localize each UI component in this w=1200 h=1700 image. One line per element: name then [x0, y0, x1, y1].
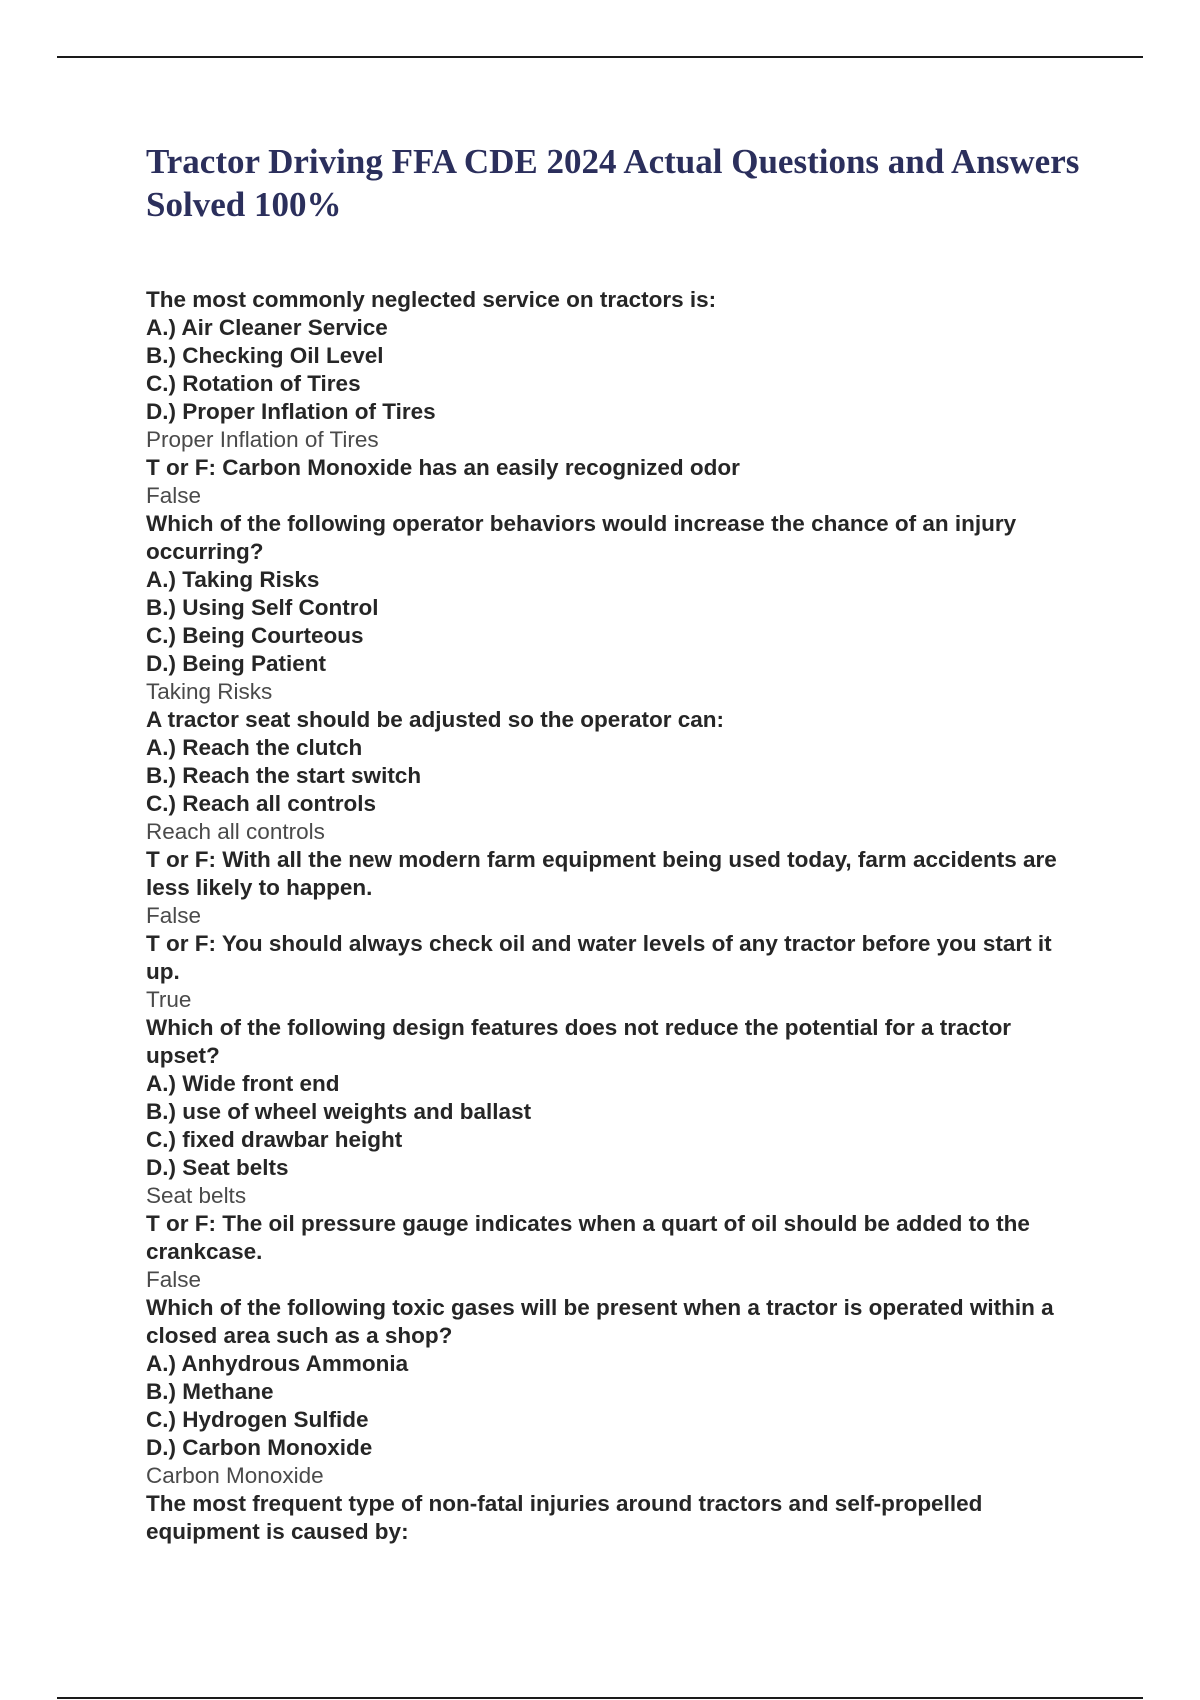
correct-answer: Proper Inflation of Tires [146, 427, 379, 452]
answer-option: C.) Hydrogen Sulfide [146, 1407, 369, 1432]
question-text: The most commonly neglected service on tractors is: [146, 287, 717, 312]
correct-answer: Reach all controls [146, 819, 325, 844]
question-block [146, 454, 1076, 510]
answer-option: B.) Reach the start switch [146, 763, 422, 788]
question-text: T or F: The oil pressure gauge indicates when a quart of oil should be added to the crankcase. [146, 1211, 1030, 1264]
answer-option: A.) Reach the clutch [146, 735, 363, 760]
answer-option: D.) Proper Inflation of Tires [146, 399, 436, 424]
correct-answer: False [146, 483, 202, 508]
answer-option: D.) Being Patient [146, 651, 327, 676]
question-block [146, 510, 1076, 706]
question-block [146, 1210, 1076, 1294]
question-text: Which of the following operator behaviors would increase the chance of an injury occurring? [146, 511, 1017, 564]
question-list [146, 286, 1076, 1546]
question-text: Which of the following design features does not reduce the potential for a tractor upset? [146, 1015, 1012, 1068]
correct-answer: False [146, 1267, 202, 1292]
correct-answer: Seat belts [146, 1183, 247, 1208]
answer-option: B.) use of wheel weights and ballast [146, 1099, 532, 1124]
answer-option: B.) Checking Oil Level [146, 343, 384, 368]
answer-option: D.) Seat belts [146, 1155, 289, 1180]
header-rule [57, 56, 1143, 58]
answer-option: B.) Methane [146, 1379, 274, 1404]
answer-option: C.) Being Courteous [146, 623, 364, 648]
answer-option: C.) fixed drawbar height [146, 1127, 403, 1152]
question-text: T or F: With all the new modern farm equipment being used today, farm accidents are less likely to happen. [146, 847, 1057, 900]
question-text: Which of the following toxic gases will be present when a tractor is operated within a closed area such as a shop? [146, 1295, 1054, 1348]
answer-option: A.) Taking Risks [146, 567, 320, 592]
question-block [146, 1294, 1076, 1490]
question-text: A tractor seat should be adjusted so the operator can: [146, 707, 725, 732]
question-block [146, 1014, 1076, 1210]
question-block [146, 1490, 1076, 1546]
answer-option: B.) Using Self Control [146, 595, 379, 620]
question-block [146, 930, 1076, 1014]
question-block [146, 286, 1076, 454]
question-block [146, 846, 1076, 930]
answer-option: A.) Air Cleaner Service [146, 315, 388, 340]
correct-answer: False [146, 903, 202, 928]
question-block [146, 706, 1076, 846]
correct-answer: Taking Risks [146, 679, 273, 704]
question-text: T or F: Carbon Monoxide has an easily recognized odor [146, 455, 740, 480]
answer-option: A.) Wide front end [146, 1071, 340, 1096]
answer-option: C.) Reach all controls [146, 791, 377, 816]
question-text: T or F: You should always check oil and water levels of any tractor before you start it up. [146, 931, 1052, 984]
correct-answer: True [146, 987, 192, 1012]
answer-option: D.) Carbon Monoxide [146, 1435, 373, 1460]
answer-option: A.) Anhydrous Ammonia [146, 1351, 409, 1376]
footer-rule [57, 1697, 1143, 1699]
correct-answer: Carbon Monoxide [146, 1463, 324, 1488]
question-text: The most frequent type of non-fatal injuries around tractors and self-propelled equipment is caused by: [146, 1491, 983, 1544]
answer-option: C.) Rotation of Tires [146, 371, 361, 396]
page-title: Tractor Driving FFA CDE 2024 Actual Questions and Answers Solved 100% [146, 142, 1080, 224]
